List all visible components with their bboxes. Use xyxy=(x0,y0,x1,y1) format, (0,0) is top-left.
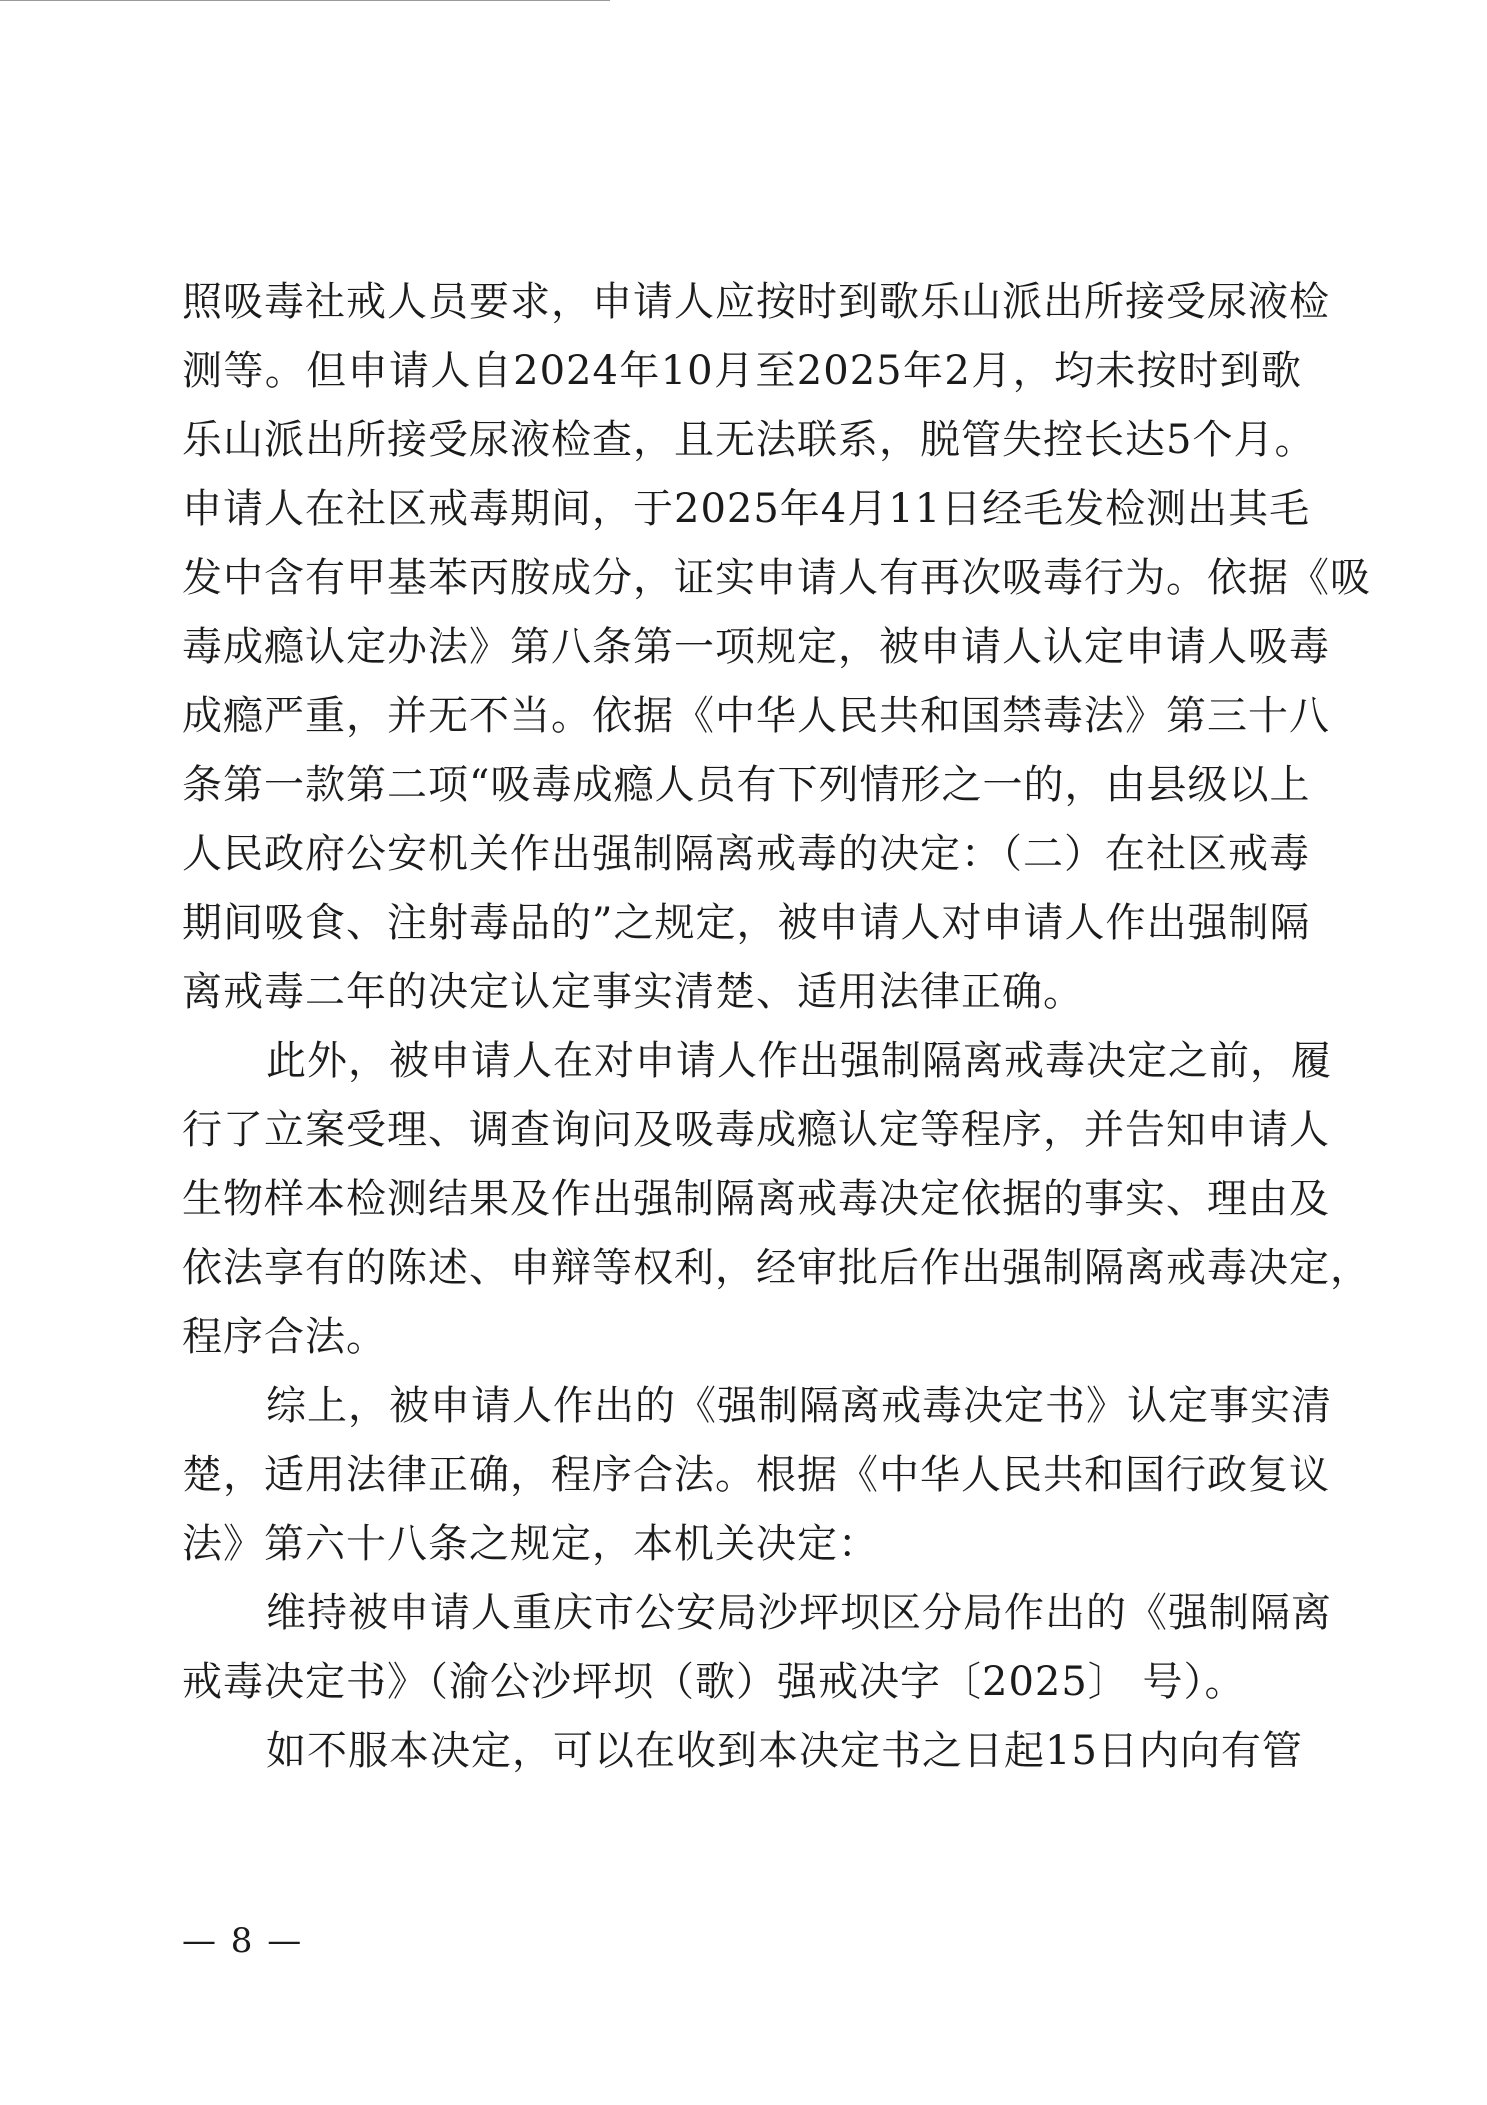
paragraph-line: 戒毒决定书》（渝公沙坪坝（歌）强戒决字〔2025〕 号）。 xyxy=(182,1659,1246,1705)
paragraph-line: 此外，被申请人在对申请人作出强制隔离戒毒决定之前，履 xyxy=(266,1038,1332,1084)
paragraph-line: 如不服本决定，可以在收到本决定书之日起15日内向有管 xyxy=(266,1728,1303,1774)
paragraph-line: 人民政府公安机关作出强制隔离戒毒的决定：（二）在社区戒毒 xyxy=(182,831,1310,877)
paragraph-line: 楚，适用法律正确，程序合法。根据《中华人民共和国行政复议 xyxy=(182,1452,1330,1498)
paragraph-line: 维持被申请人重庆市公安局沙坪坝区分局作出的《强制隔离 xyxy=(266,1590,1332,1636)
paragraph-line: 成瘾严重，并无不当。依据《中华人民共和国禁毒法》第三十八 xyxy=(182,693,1330,739)
document-body xyxy=(182,268,1371,1786)
paragraph-line: 法》第六十八条之规定，本机关决定： xyxy=(182,1521,879,1567)
paragraph-line: 生物样本检测结果及作出强制隔离戒毒决定依据的事实、理由及 xyxy=(182,1176,1330,1222)
paragraph-line: 综上，被申请人作出的《强制隔离戒毒决定书》认定事实清 xyxy=(266,1383,1332,1429)
paragraph-line: 测等。但申请人自2024年10月至2025年2月，均未按时到歌 xyxy=(182,348,1302,394)
paragraph-line: 发中含有甲基苯丙胺成分，证实申请人有再次吸毒行为。依据《吸 xyxy=(182,555,1371,601)
paragraph-line: 乐山派出所接受尿液检查，且无法联系，脱管失控长达5个月。 xyxy=(182,417,1316,463)
paragraph-line: 条第一款第二项“吸毒成瘾人员有下列情形之一的，由县级以上 xyxy=(182,762,1311,808)
paragraph-line: 申请人在社区戒毒期间，于2025年4月11日经毛发检测出其毛 xyxy=(182,486,1311,532)
paragraph-line: 依法享有的陈述、申辩等权利，经审批后作出强制隔离戒毒决定， xyxy=(182,1245,1371,1291)
paragraph-line: 程序合法。 xyxy=(182,1314,387,1360)
paragraph-line: 毒成瘾认定办法》第八条第一项规定，被申请人认定申请人吸毒 xyxy=(182,624,1330,670)
page-number: — 8 — xyxy=(182,1921,304,1961)
top-rule xyxy=(0,0,610,1)
paragraph-line: 行了立案受理、调查询问及吸毒成瘾认定等程序，并告知申请人 xyxy=(182,1107,1330,1153)
paragraph-line: 照吸毒社戒人员要求，申请人应按时到歌乐山派出所接受尿液检 xyxy=(182,279,1330,325)
paragraph-line: 期间吸食、注射毒品的”之规定，被申请人对申请人作出强制隔 xyxy=(182,900,1311,946)
paragraph-line: 离戒毒二年的决定认定事实清楚、适用法律正确。 xyxy=(182,969,1084,1015)
